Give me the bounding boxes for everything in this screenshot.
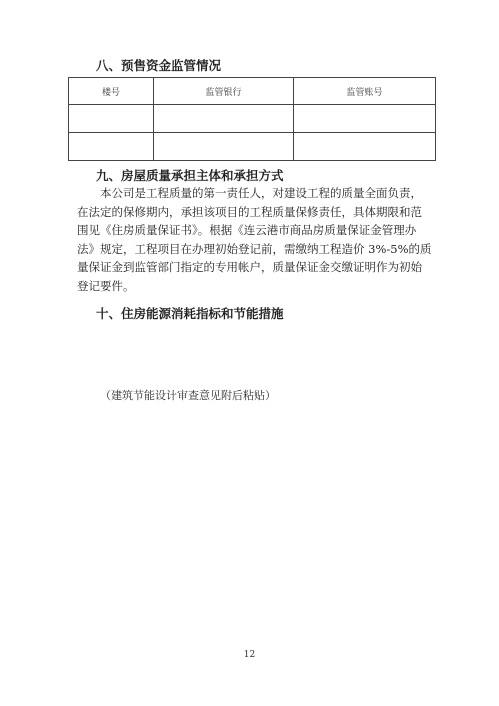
header-supervising-bank: 监管银行 bbox=[154, 78, 294, 105]
paragraph-line: 本公司是工程质量的第一责任人，对建设工程的质量全面负责， bbox=[100, 186, 422, 200]
table-cell bbox=[69, 105, 154, 133]
header-building-no: 楼号 bbox=[69, 78, 154, 105]
paragraph-line: 登记要件。 bbox=[77, 278, 135, 293]
table-cell bbox=[69, 133, 154, 161]
table-cell bbox=[294, 133, 436, 161]
energy-review-note: （建筑节能设计审查意见附后粘贴） bbox=[100, 389, 276, 402]
header-supervised-account: 监管账号 bbox=[294, 78, 436, 105]
table-row bbox=[69, 105, 436, 133]
section-9-heading: 九、房屋质量承担主体和承担方式 bbox=[96, 168, 284, 183]
presale-fund-supervision-table bbox=[68, 77, 436, 161]
table-cell bbox=[154, 133, 294, 161]
section-10-heading: 十、住房能源消耗指标和节能措施 bbox=[96, 306, 284, 321]
quality-responsibility-paragraph bbox=[77, 184, 447, 295]
paragraph-line: 在法定的保修期内，承担该项目的工程质量保修责任，具体期限和范 bbox=[77, 204, 422, 219]
table-row bbox=[69, 133, 436, 161]
table-cell bbox=[154, 105, 294, 133]
paragraph-line: 围见《住房质量保证书》。根据《连云港市商品房质量保证金管理办 bbox=[77, 223, 417, 237]
paragraph-line: 法》规定，工程项目在办理初始登记前，需缴纳工程造价 3%-5%的质 bbox=[77, 241, 432, 256]
table-cell bbox=[294, 105, 436, 133]
paragraph-line: 量保证金到监管部门指定的专用帐户，质量保证金交缴证明作为初始 bbox=[77, 260, 422, 274]
section-8-heading: 八、预售资金监管情况 bbox=[96, 58, 222, 73]
table-header-row bbox=[69, 78, 436, 105]
page-number: 12 bbox=[243, 650, 256, 660]
